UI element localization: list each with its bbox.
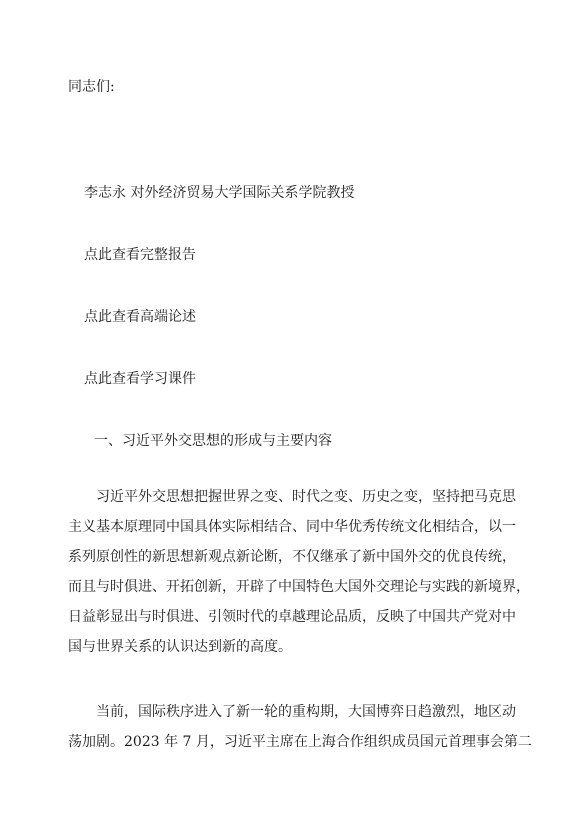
paragraph-line: 而且与时俱进、开拓创新，开辟了中国特色大国外交理论与实践的新境界， [68, 579, 530, 595]
section-heading: 一、习近平外交思想的形成与主要内容 [94, 433, 332, 449]
body-paragraph-2 [68, 703, 532, 763]
paragraph-line: 系列原创性的新思想新观点新论断，不仅继承了新中国外交的优良传统， [68, 549, 516, 565]
author-line: 李志永 对外经济贸易大学国际关系学院教授 [84, 185, 355, 201]
paragraph-line: 习近平外交思想把握世界之变、时代之变、历史之变，坚持把马克思 [68, 489, 516, 505]
link-study-courseware[interactable]: 点此查看学习课件 [84, 371, 196, 387]
salutation: 同志们: [68, 79, 115, 95]
paragraph-line: 日益彰显出与时俱进、引领时代的卓越理论品质，反映了中国共产党对中 [68, 609, 516, 625]
link-high-level-discourse[interactable]: 点此查看高端论述 [84, 309, 196, 325]
paragraph-line: 当前，国际秩序进入了新一轮的重构期，大国博弈日趋激烈，地区动 [68, 704, 516, 720]
paragraph-line: 主义基本原理同中国具体实际相结合、同中华优秀传统文化相结合，以一 [68, 519, 516, 535]
link-full-report[interactable]: 点此查看完整报告 [84, 247, 196, 263]
paragraph-line: 荡加剧。2023 年 7 月，习近平主席在上海合作组织成员国元首理事会第二 [68, 734, 532, 750]
body-paragraph-1 [68, 488, 530, 668]
paragraph-line: 国与世界关系的认识达到新的高度。 [68, 639, 292, 655]
